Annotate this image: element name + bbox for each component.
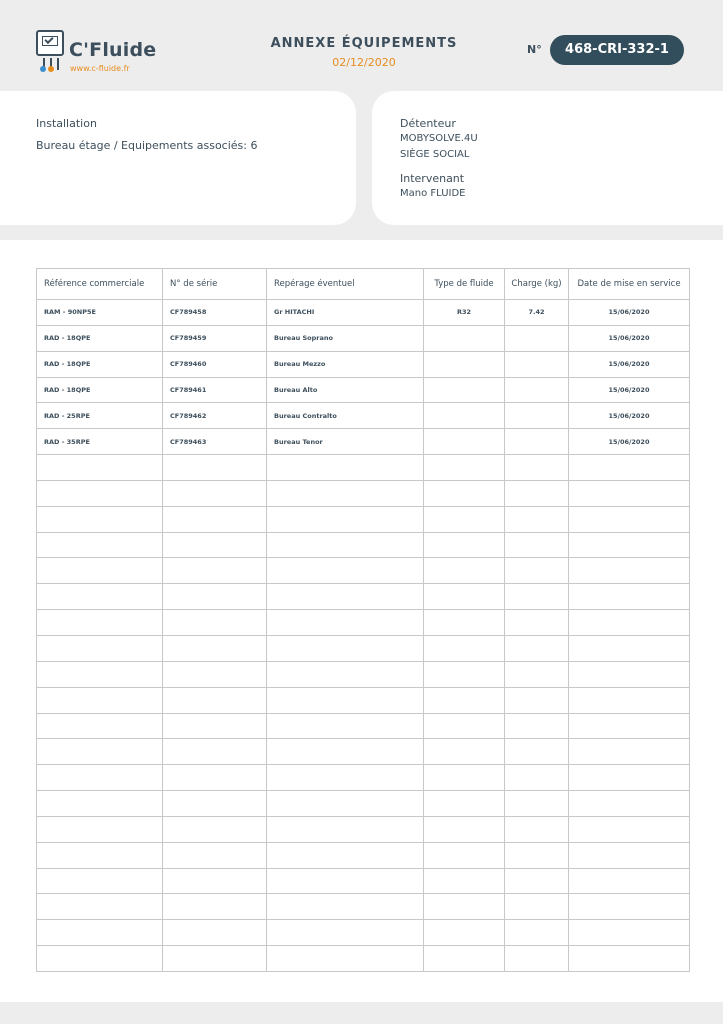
empty-table-row xyxy=(37,765,690,791)
empty-cell xyxy=(569,765,690,791)
empty-cell xyxy=(505,661,569,687)
empty-cell xyxy=(569,558,690,584)
empty-cell xyxy=(267,946,424,972)
empty-cell xyxy=(424,532,505,558)
cell-reference: RAM - 90NP5E xyxy=(37,300,163,326)
cell-serial: CF789463 xyxy=(163,429,267,455)
empty-cell xyxy=(424,713,505,739)
empty-cell xyxy=(569,868,690,894)
empty-cell xyxy=(37,506,163,532)
cell-service-date: 15/06/2020 xyxy=(569,300,690,326)
empty-cell xyxy=(37,739,163,765)
empty-cell xyxy=(569,532,690,558)
cell-fluid-type: R32 xyxy=(424,300,505,326)
empty-cell xyxy=(424,894,505,920)
logo-url: www.c-fluide.fr xyxy=(70,64,130,73)
cell-serial: CF789460 xyxy=(163,351,267,377)
empty-table-row xyxy=(37,532,690,558)
empty-cell xyxy=(505,791,569,817)
empty-cell xyxy=(163,610,267,636)
header-charge: Charge (kg) xyxy=(505,269,569,300)
empty-table-row xyxy=(37,661,690,687)
empty-cell xyxy=(267,816,424,842)
empty-cell xyxy=(569,610,690,636)
empty-table-row xyxy=(37,946,690,972)
empty-table-row xyxy=(37,920,690,946)
table-row xyxy=(37,429,690,455)
empty-cell xyxy=(37,558,163,584)
document-number-badge: 468-CRI-332-1 xyxy=(550,35,684,65)
empty-cell xyxy=(37,713,163,739)
empty-cell xyxy=(163,816,267,842)
cell-charge xyxy=(505,377,569,403)
empty-cell xyxy=(37,635,163,661)
empty-cell xyxy=(424,455,505,481)
empty-table-row xyxy=(37,455,690,481)
cell-charge xyxy=(505,325,569,351)
empty-cell xyxy=(163,894,267,920)
empty-cell xyxy=(569,584,690,610)
cell-reference: RAD - 18QPE xyxy=(37,351,163,377)
empty-cell xyxy=(424,558,505,584)
empty-cell xyxy=(505,946,569,972)
number-label: N° xyxy=(527,43,542,56)
empty-cell xyxy=(267,920,424,946)
empty-cell xyxy=(267,661,424,687)
empty-cell xyxy=(505,816,569,842)
cell-charge xyxy=(505,403,569,429)
empty-cell xyxy=(424,739,505,765)
empty-cell xyxy=(569,455,690,481)
empty-cell xyxy=(267,506,424,532)
empty-cell xyxy=(37,455,163,481)
empty-cell xyxy=(37,816,163,842)
table-row xyxy=(37,377,690,403)
empty-table-row xyxy=(37,713,690,739)
empty-cell xyxy=(505,506,569,532)
cell-service-date: 15/06/2020 xyxy=(569,325,690,351)
empty-cell xyxy=(505,584,569,610)
empty-cell xyxy=(569,480,690,506)
empty-cell xyxy=(267,480,424,506)
empty-cell xyxy=(163,765,267,791)
page-title: ANNEXE ÉQUIPEMENTS xyxy=(270,36,458,51)
empty-cell xyxy=(424,920,505,946)
empty-cell xyxy=(505,532,569,558)
empty-cell xyxy=(163,842,267,868)
empty-cell xyxy=(505,713,569,739)
empty-table-row xyxy=(37,739,690,765)
empty-cell xyxy=(163,635,267,661)
cell-fluid-type xyxy=(424,377,505,403)
empty-table-row xyxy=(37,894,690,920)
empty-cell xyxy=(267,713,424,739)
detenteur-label: Détenteur xyxy=(400,117,456,130)
empty-cell xyxy=(569,739,690,765)
empty-cell xyxy=(267,842,424,868)
empty-cell xyxy=(569,661,690,687)
installation-card xyxy=(0,91,356,225)
empty-cell xyxy=(163,791,267,817)
empty-table-row xyxy=(37,480,690,506)
logo-name: C'Fluide xyxy=(69,39,157,61)
cell-service-date: 15/06/2020 xyxy=(569,351,690,377)
cell-charge xyxy=(505,351,569,377)
empty-cell xyxy=(37,480,163,506)
empty-table-row xyxy=(37,791,690,817)
empty-cell xyxy=(569,920,690,946)
empty-cell xyxy=(424,480,505,506)
empty-cell xyxy=(267,868,424,894)
cfluide-logo xyxy=(36,26,157,78)
empty-cell xyxy=(505,687,569,713)
empty-cell xyxy=(267,610,424,636)
clipboard-check-icon xyxy=(36,30,64,56)
cell-fluid-type xyxy=(424,429,505,455)
cell-reference: RAD - 18QPE xyxy=(37,325,163,351)
cell-location: Gr HITACHI xyxy=(267,300,424,326)
empty-cell xyxy=(267,791,424,817)
empty-cell xyxy=(424,816,505,842)
cell-service-date: 15/06/2020 xyxy=(569,403,690,429)
empty-cell xyxy=(267,635,424,661)
empty-cell xyxy=(267,455,424,481)
empty-cell xyxy=(37,946,163,972)
empty-table-row xyxy=(37,506,690,532)
empty-table-row xyxy=(37,584,690,610)
table-body xyxy=(37,300,690,972)
empty-cell xyxy=(505,610,569,636)
empty-cell xyxy=(37,842,163,868)
empty-cell xyxy=(37,894,163,920)
table-row xyxy=(37,351,690,377)
empty-cell xyxy=(424,946,505,972)
empty-cell xyxy=(569,713,690,739)
empty-cell xyxy=(163,661,267,687)
empty-cell xyxy=(569,635,690,661)
empty-cell xyxy=(37,791,163,817)
empty-cell xyxy=(37,532,163,558)
empty-cell xyxy=(37,661,163,687)
empty-cell xyxy=(163,687,267,713)
table-row xyxy=(37,325,690,351)
empty-cell xyxy=(37,868,163,894)
empty-table-row xyxy=(37,635,690,661)
empty-cell xyxy=(569,946,690,972)
empty-cell xyxy=(37,610,163,636)
empty-cell xyxy=(505,894,569,920)
cell-serial: CF789459 xyxy=(163,325,267,351)
empty-cell xyxy=(424,765,505,791)
empty-cell xyxy=(267,532,424,558)
empty-cell xyxy=(424,868,505,894)
header-reference: Référence commerciale xyxy=(37,269,163,300)
installation-label: Installation xyxy=(36,117,97,130)
cell-location: Bureau Mezzo xyxy=(267,351,424,377)
empty-cell xyxy=(267,558,424,584)
header-serial: N° de série xyxy=(163,269,267,300)
empty-table-row xyxy=(37,610,690,636)
empty-cell xyxy=(569,687,690,713)
cell-service-date: 15/06/2020 xyxy=(569,377,690,403)
empty-cell xyxy=(505,455,569,481)
table-header-row xyxy=(37,269,690,300)
cell-location: Bureau Contralto xyxy=(267,403,424,429)
empty-cell xyxy=(267,687,424,713)
cell-charge xyxy=(505,429,569,455)
header-location: Repérage éventuel xyxy=(267,269,424,300)
empty-cell xyxy=(163,558,267,584)
empty-cell xyxy=(163,455,267,481)
cell-fluid-type xyxy=(424,325,505,351)
empty-cell xyxy=(505,842,569,868)
empty-cell xyxy=(37,765,163,791)
empty-cell xyxy=(505,765,569,791)
empty-cell xyxy=(163,506,267,532)
detenteur-site: SIÈGE SOCIAL xyxy=(400,149,470,160)
empty-cell xyxy=(424,842,505,868)
cell-fluid-type xyxy=(424,403,505,429)
cell-reference: RAD - 35RPE xyxy=(37,429,163,455)
cell-location: Bureau Alto xyxy=(267,377,424,403)
empty-cell xyxy=(505,920,569,946)
empty-cell xyxy=(505,480,569,506)
empty-cell xyxy=(163,713,267,739)
cell-service-date: 15/06/2020 xyxy=(569,429,690,455)
empty-cell xyxy=(267,739,424,765)
intervenant-label: Intervenant xyxy=(400,172,465,185)
empty-cell xyxy=(163,739,267,765)
empty-cell xyxy=(505,739,569,765)
empty-table-row xyxy=(37,816,690,842)
cell-serial: CF789462 xyxy=(163,403,267,429)
empty-cell xyxy=(163,920,267,946)
empty-cell xyxy=(424,661,505,687)
equipment-table xyxy=(36,268,690,972)
cell-location: Bureau Tenor xyxy=(267,429,424,455)
document-header xyxy=(0,0,723,82)
empty-cell xyxy=(505,558,569,584)
cell-fluid-type xyxy=(424,351,505,377)
empty-cell xyxy=(37,584,163,610)
empty-table-row xyxy=(37,558,690,584)
header-service-date: Date de mise en service xyxy=(569,269,690,300)
detenteur-name: MOBYSOLVE.4U xyxy=(400,133,478,144)
empty-cell xyxy=(424,687,505,713)
empty-cell xyxy=(267,584,424,610)
cell-location: Bureau Soprano xyxy=(267,325,424,351)
installation-value: Bureau étage / Equipements associés: 6 xyxy=(36,139,258,152)
empty-cell xyxy=(505,868,569,894)
logo-legs-icon xyxy=(40,58,62,72)
empty-table-row xyxy=(37,868,690,894)
empty-cell xyxy=(267,894,424,920)
document-date: 02/12/2020 xyxy=(332,56,396,69)
cell-reference: RAD - 25RPE xyxy=(37,403,163,429)
intervenant-name: Mano FLUIDE xyxy=(400,188,466,199)
empty-cell xyxy=(163,584,267,610)
empty-cell xyxy=(424,584,505,610)
table-row xyxy=(37,403,690,429)
empty-cell xyxy=(505,635,569,661)
empty-cell xyxy=(267,765,424,791)
empty-cell xyxy=(569,506,690,532)
cell-serial: CF789458 xyxy=(163,300,267,326)
cell-charge: 7.42 xyxy=(505,300,569,326)
header-fluid-type: Type de fluide xyxy=(424,269,505,300)
cell-serial: CF789461 xyxy=(163,377,267,403)
empty-cell xyxy=(163,480,267,506)
empty-cell xyxy=(163,532,267,558)
empty-cell xyxy=(569,816,690,842)
empty-table-row xyxy=(37,687,690,713)
empty-cell xyxy=(569,791,690,817)
empty-cell xyxy=(163,868,267,894)
empty-cell xyxy=(424,506,505,532)
empty-cell xyxy=(424,791,505,817)
empty-cell xyxy=(569,842,690,868)
empty-cell xyxy=(163,946,267,972)
empty-cell xyxy=(424,635,505,661)
empty-cell xyxy=(37,687,163,713)
empty-table-row xyxy=(37,842,690,868)
cell-reference: RAD - 18QPE xyxy=(37,377,163,403)
empty-cell xyxy=(424,610,505,636)
empty-cell xyxy=(569,894,690,920)
table-row xyxy=(37,300,690,326)
empty-cell xyxy=(37,920,163,946)
